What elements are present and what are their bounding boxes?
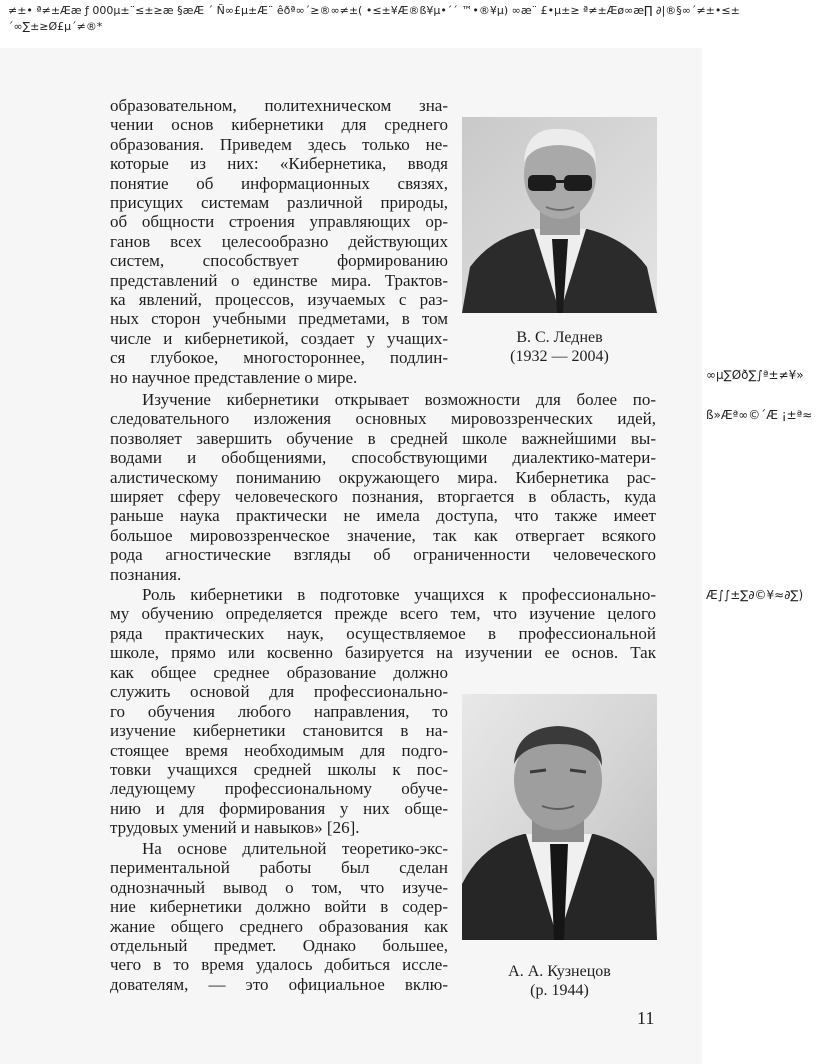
text-line: служить основой для профессионально-: [110, 682, 448, 702]
text-line: нию и для формирования у них обще-: [110, 798, 448, 818]
text-line: школе, прямо или косвенно базируется на изучении ее основ. Так: [110, 643, 656, 663]
text-line: познания.: [110, 564, 182, 584]
photo-caption-kuznetsov: [462, 962, 657, 1000]
text-line: ка явлений, процессов, изучаемых с раз-: [110, 290, 448, 310]
text-line: му обучению определяется прежде всего тем, что изучение целого: [110, 604, 656, 624]
text-paragraph-full-1: [110, 390, 656, 584]
caption-dates: (1932 — 2004): [510, 348, 609, 365]
text-line: алистическому пониманию окружающего мира. Кибернетика рас-: [110, 467, 656, 487]
text-line: образовательном, политехническом зна-: [110, 96, 448, 115]
photo-caption-lednev: [462, 328, 657, 366]
caption-dates: (р. 1944): [530, 982, 589, 999]
text-line: ние кибернетики должно войти в содер-: [110, 897, 448, 917]
text-line: образования. Приведем здесь только не-: [110, 134, 448, 154]
text-line: го обучения любого направления, то: [110, 701, 448, 721]
text-line: ных сторон учебными предметами, в том: [110, 309, 448, 329]
text-line: как общее среднее образование должно: [110, 663, 448, 682]
text-line: На основе длительной теоретико-экс-: [142, 839, 448, 858]
text-line: большое мировоззренческое значение, так как отвергает всякого: [110, 525, 656, 545]
margin-note-2: ß»Æª∞©´Æ ¡±ª≈: [706, 408, 812, 422]
text-line: систем, способствует формированию: [110, 251, 448, 271]
portrait-image: [462, 694, 657, 940]
text-line: Роль кибернетики в подготовке учащихся к профессионально-: [142, 585, 656, 604]
margin-note-3: Æ∫∫±∑∂©¥≈∂∑): [706, 588, 804, 602]
text-line: следовательного изложения основных мировоззренческих идей,: [110, 409, 656, 429]
text-line: ся глубокое, многостороннее, подлин-: [110, 348, 448, 368]
text-line: позволяет завершить обучение в средней школе важнейшими вы-: [110, 428, 656, 448]
text-line: дователям, — это официальное вклю-: [110, 974, 448, 994]
text-line: раньше наука практически не имела доступа, что также имеет: [110, 506, 656, 526]
portrait-photo-kuznetsov: [462, 694, 657, 940]
garbled-header-line-2: ´∞∑±≥Ø£µ´≠®*: [8, 20, 103, 33]
text-line: периментальной работы был сделан: [110, 858, 448, 878]
text-line: которые из них: «Кибернетика, вводя: [110, 154, 448, 174]
text-line: ширяет сферу человеческого познания, вторгается в область, куда: [110, 487, 656, 507]
text-line: Изучение кибернетики открывает возможности для более по-: [142, 390, 656, 409]
text-line: понятие об информационных связях,: [110, 173, 448, 193]
text-line: изучение кибернетики становится в на-: [110, 721, 448, 741]
text-column-bottom: [110, 839, 448, 994]
text-line: отдельный предмет. Однако большее,: [110, 936, 448, 956]
text-line: ряда практических наук, осуществляемое в профессиональной: [110, 623, 656, 643]
text-line: присущих системам различной природы,: [110, 193, 448, 213]
text-column-middle: [110, 663, 448, 838]
text-line: трудовых умений и навыков» [26].: [110, 818, 360, 838]
text-line: водами и обобщениями, способствующими диалектико-матери-: [110, 448, 656, 468]
text-line: ганов всех целесообразно действующих: [110, 231, 448, 251]
portrait-photo-lednev: [462, 117, 657, 313]
text-line: жание общего среднего образования как: [110, 916, 448, 936]
portrait-image: [462, 117, 657, 313]
text-line: числе и кибернетикой, создает у учащих-: [110, 328, 448, 348]
caption-name: В. С. Леднев: [516, 329, 603, 346]
garbled-header-line-1: ≠±• ª≠±Ææ ƒ 000µ±¨≤±≥æ §æÆ ´ Ñ∞£µ±Æ¨ êðª∞´≥®∞≠±( •≤±¥Æ®ß¥µ•´´ ™•®¥µ) ∞æ¨ £•µ±≥ ª≠±Æø∞æ∏ ∂|®§∞´≠±•≤±: [8, 4, 740, 17]
margin-note-1: ∞µ∑Øð∑∫ª±≠¥»: [706, 368, 804, 382]
text-line: но научное представление о мире.: [110, 367, 358, 387]
text-line: рода агностические взгляды об ограниченности человеческого: [110, 545, 656, 565]
text-line: чении основ кибернетики для среднего: [110, 115, 448, 135]
text-paragraph-full-2: [110, 585, 656, 663]
text-line: товки учащихся средней школы к пос-: [110, 760, 448, 780]
text-column-top: [110, 96, 448, 387]
caption-name: А. А. Кузнецов: [508, 963, 611, 980]
text-line: однозначный вывод о том, что изуче-: [110, 877, 448, 897]
text-line: представлений о единстве мира. Трактов-: [110, 270, 448, 290]
page-number: 11: [637, 1008, 655, 1028]
text-line: стоящее время необходимым для подго-: [110, 740, 448, 760]
text-line: чего в то время удалось добиться иссле-: [110, 955, 448, 975]
text-line: об общности строения управляющих ор-: [110, 212, 448, 232]
text-line: ледующему профессиональному обуче-: [110, 779, 448, 799]
